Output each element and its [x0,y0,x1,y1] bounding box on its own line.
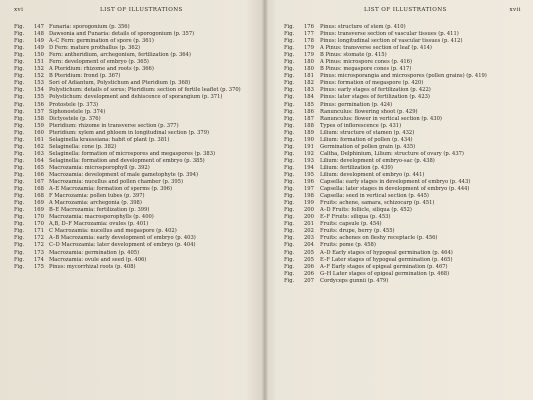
figure-caption: D Fern: mature prothallus (p. 362) [49,45,141,52]
figure-number: 153 [34,80,44,87]
list-item [14,59,256,66]
figure-caption: Pinus: mycorrhizal roots (p. 408) [49,263,136,270]
list-item [284,144,522,151]
fig-label: Fig. [284,228,295,235]
figure-number: 157 [34,108,44,115]
figure-number: 203 [304,235,314,242]
running-head: LIST OF ILLUSTRATIONS [364,7,447,13]
figure-caption: Siphonostele (p. 374) [49,108,106,115]
fig-label: Fig. [14,157,25,164]
figure-caption: Macrozamia: ovule and seed (p. 406) [49,256,147,263]
figure-caption: Macrozamia: germination (p. 405) [49,249,140,256]
figure-caption: B–E Macrozamia: fertilization (p. 399) [49,207,150,214]
figure-caption: Caltha, Delphinium, Lilium: structure of ovary (p. 437) [320,150,464,157]
figure-number: 196 [304,179,314,186]
figure-caption: Cordyceps gunnii (p. 479) [320,277,389,284]
figure-number: 147 [34,24,44,30]
list-item [284,59,522,66]
fig-label: Fig. [284,24,295,30]
figure-number: 152 [34,66,44,73]
figure-number: 176 [304,24,314,30]
list-item [14,242,256,249]
figure-number: 175 [34,263,44,270]
fig-label: Fig. [284,108,295,115]
fig-label: Fig. [284,45,295,52]
list-item [14,207,256,214]
list-item [284,130,522,137]
page-number: xvi [14,7,24,13]
figure-number: 148 [34,31,44,38]
figure-number: 172 [34,235,44,242]
figure-caption: A–D Early stages of hypogeal germination (p. 464) [320,249,453,256]
list-item [284,228,522,235]
figure-caption: Ranunculus: flower in vertical section (p. 430) [320,115,442,122]
figure-caption: Pteridium: rhizome in transverse section (p. 377) [49,122,179,129]
figure-caption: Pinus: structure of stem (p. 410) [320,24,406,30]
figure-number: 149 [34,38,44,45]
list-item [14,31,256,38]
figure-caption: G–H Later stages of epigeal germination (p. 468) [320,270,450,277]
figure-caption: Pinus: microsporangia and microspores (pollen grains) (p. 419) [320,73,487,80]
list-item [284,179,522,186]
fig-label: Fig. [14,122,25,129]
figure-number: 168 [34,193,44,200]
fig-label: Fig. [14,214,25,221]
figure-number: 207 [304,277,314,284]
figure-number: 160 [34,129,44,136]
fig-label: Fig. [284,157,295,164]
figure-caption: Fruits: pome (p. 458) [320,242,376,249]
fig-label: Fig. [284,263,295,270]
figure-caption: Sori of Adiantum, Polystichum and Pteridium (p. 368) [49,80,191,87]
list-item [14,186,256,193]
fig-label: Fig. [14,228,25,235]
list-item [284,271,522,278]
list-item [14,52,256,59]
list-item [14,87,256,94]
fig-label: Fig. [284,277,295,284]
list-item [14,144,256,151]
figure-caption: A Macrozamia: archegonia (p. 398) [49,200,142,207]
figure-caption: Ranunculus: flowering shoot (p. 429) [320,108,418,115]
figure-caption: Fruits: capsule (p. 454) [320,221,382,228]
figure-number: 190 [304,136,314,143]
figure-caption: Lilium: formation of pollen (p. 434) [320,136,413,143]
figure-number: 169 [34,207,44,214]
fig-label: Fig. [284,270,295,277]
figure-number: 180 [304,59,314,66]
fig-label: Fig. [284,249,295,256]
fig-label: Fig. [284,87,295,94]
list-item [14,228,256,235]
figure-number: 197 [304,186,314,193]
figure-caption: Germination of pollen grain (p. 435) [320,143,416,150]
list-item [284,221,522,228]
figure-number: 171 [34,228,44,235]
fig-label: Fig. [14,150,25,157]
fig-label: Fig. [284,31,295,38]
figure-number: 204 [304,242,314,249]
list-item [14,264,256,271]
figure-number: 161 [34,136,44,143]
fig-label: Fig. [14,143,25,150]
fig-label: Fig. [14,193,25,200]
fig-label: Fig. [14,101,25,108]
figure-number: 195 [304,171,314,178]
list-item [284,278,522,285]
list-item [14,172,256,179]
figure-caption: Lilium: development of embryo-sac (p. 438) [320,157,435,164]
fig-label: Fig. [284,52,295,59]
list-item [14,45,256,52]
figure-number: 152 [34,73,44,80]
figure-number: 183 [304,87,314,94]
list-item [284,158,522,165]
figure-number: 173 [34,249,44,256]
figure-caption: A Pteridium: rhizome and roots (p. 366) [49,66,154,73]
figure-caption: A–F Early stages of epigeal germination (p. 467) [320,263,448,270]
figure-caption: Fruits: drupe, berry (p. 455) [320,228,395,235]
list-item [284,45,522,52]
figure-number: 158 [34,115,44,122]
figure-number: 185 [304,101,314,108]
figure-number: 170 [34,214,44,221]
figure-caption: Pinus: germination (p. 424) [320,101,393,108]
fig-label: Fig. [14,171,25,178]
figure-number: 182 [304,80,314,87]
figure-caption: B Pteridium: frond (p. 367) [49,73,121,80]
fig-label: Fig. [14,31,25,38]
figure-number: 168 [34,186,44,193]
figure-caption: C–D Macrozamia: later development of embryo (p. 404) [49,242,196,249]
figure-number: 193 [304,157,314,164]
list-item [14,158,256,165]
figure-caption: Selaginella kraussiana: habit of plant (p. 381) [49,136,170,143]
figure-number: 172 [34,242,44,249]
list-item [14,200,256,207]
figure-caption: Pinus: formation of megaspore (p. 420) [320,80,424,87]
figure-number: 188 [304,122,314,129]
figure-number: 186 [304,108,314,115]
figure-caption: Pinus: early stages of fertilization (p. 422) [320,87,431,94]
list-item [284,73,522,80]
fig-label: Fig. [284,80,295,87]
fig-label: Fig. [14,52,25,59]
figure-caption: Capsella: seed in vertical section (p. 445) [320,193,429,200]
figure-caption: Funaria: sporogonium (p. 356) [49,24,130,30]
list-item [14,165,256,172]
fig-label: Fig. [284,73,295,80]
fig-label: Fig. [284,122,295,129]
figure-caption: A Pinus: microspore cones (p. 416) [320,59,412,66]
fig-label: Fig. [284,235,295,242]
fig-label: Fig. [284,38,295,45]
fig-label: Fig. [14,207,25,214]
figure-number: 169 [34,200,44,207]
list-item [284,264,522,271]
figure-caption: A–E Macrozamia: formation of sperms (p. 396) [49,186,172,193]
fig-label: Fig. [14,94,25,101]
list-item [14,235,256,242]
fig-label: Fig. [284,207,295,214]
figure-number: 166 [34,171,44,178]
figure-caption: Selaginella: formation of microspores and megaspores (p. 383) [49,150,216,157]
figure-caption: Selaginella: cone (p. 382) [49,143,117,150]
fig-label: Fig. [284,256,295,263]
list-item [284,165,522,172]
list-item [14,179,256,186]
fig-label: Fig. [284,193,295,200]
fig-label: Fig. [284,214,295,221]
figure-number: 179 [304,52,314,59]
fig-label: Fig. [284,221,295,228]
list-item [14,123,256,130]
figure-caption: A–B Macrozamia: early development of embryo (p. 403) [49,235,196,242]
fig-label: Fig. [14,129,25,136]
figure-number: 170 [34,221,44,228]
list-item [284,80,522,87]
figure-caption: Macrozamia: nucellus and pollen chamber (p. 395) [49,179,184,186]
figure-caption: Capsella: early stages in development of embryo (p. 443) [320,179,471,186]
list-item [284,66,522,73]
fig-label: Fig. [284,115,295,122]
fig-label: Fig. [284,66,295,73]
figure-number: 200 [304,207,314,214]
figure-caption: Macrozamia: development of male gametophyte (p. 394) [49,171,199,178]
list-item [284,137,522,144]
fig-label: Fig. [14,263,25,270]
fig-label: Fig. [14,164,25,171]
list-item [14,221,256,228]
list-item [284,94,522,101]
fig-label: Fig. [284,59,295,66]
figure-caption: Pteridium: xylem and phloem in longitudinal section (p. 379) [49,129,210,136]
fig-label: Fig. [284,242,295,249]
fig-label: Fig. [284,129,295,136]
list-item [284,123,522,130]
list-item [284,109,522,116]
figure-number: 206 [304,263,314,270]
fig-label: Fig. [14,242,25,249]
figure-number: 167 [34,179,44,186]
fig-label: Fig. [14,59,25,66]
figure-number: 150 [34,52,44,59]
illustration-list [14,24,256,271]
figure-number: 162 [34,143,44,150]
fig-label: Fig. [14,115,25,122]
figure-caption: Dawsonia and Funaria: details of sporogonium (p. 357) [49,31,195,38]
fig-label: Fig. [14,200,25,207]
figure-caption: E–F Fruits: siliqua (p. 453) [320,214,391,221]
list-item [14,151,256,158]
fig-label: Fig. [14,221,25,228]
figure-caption: Selaginella: formation and development of embryo (p. 385) [49,157,205,164]
figure-caption: Types of inflorescence (p. 431) [320,122,402,129]
list-item [14,250,256,257]
fig-label: Fig. [14,179,25,186]
figure-caption: Protostele (p. 373) [49,101,99,108]
figure-caption: A,B, D–F Macrozamia: ovules (p. 401) [49,221,149,228]
figure-caption: A Pinus: transverse section of leaf (p. 414) [320,45,432,52]
list-item [284,24,522,31]
figure-number: 154 [34,87,44,94]
list-item [284,52,522,59]
figure-number: 165 [34,164,44,171]
figure-caption: Pinus: longitudinal section of vascular tissues (p. 412) [320,38,463,45]
running-head: LIST OF ILLUSTRATIONS [100,7,183,13]
figure-number: 192 [304,150,314,157]
fig-label: Fig. [284,186,295,193]
figure-caption: Fern: development of embryo (p. 365) [49,59,149,66]
figure-number: 202 [304,228,314,235]
fig-label: Fig. [14,38,25,45]
fig-label: Fig. [14,73,25,80]
fig-label: Fig. [14,87,25,94]
fig-label: Fig. [14,249,25,256]
figure-caption: Dictyostele (p. 376) [49,115,101,122]
figure-caption: C Macrozamia: nucellus and megaspore (p. 402) [49,228,177,235]
list-item [14,193,256,200]
illustration-list [284,24,522,285]
figure-caption: A–D Fruits: follicle, siliqua (p. 452) [320,207,412,214]
figure-caption: Polystichum: development and dehiscence of sporangium (p. 371) [49,94,223,101]
figure-number: 184 [304,94,314,101]
figure-caption: A–C Fern: germination of spore (p. 361) [49,38,154,45]
figure-number: 201 [304,221,314,228]
list-item [284,214,522,221]
list-item [14,102,256,109]
fig-label: Fig. [14,186,25,193]
fig-label: Fig. [284,94,295,101]
figure-caption: F Macrozamia: pollen tubes (p. 397) [49,193,145,200]
figure-caption: Macrozamia: macrosporophylls (p. 400) [49,214,154,221]
fig-label: Fig. [284,150,295,157]
list-item [284,242,522,249]
fig-label: Fig. [284,171,295,178]
list-item [14,137,256,144]
list-item [284,87,522,94]
figure-number: 199 [304,200,314,207]
figure-number: 177 [304,31,314,38]
figure-number: 178 [304,38,314,45]
list-item [14,24,256,31]
list-item [284,186,522,193]
figure-number: 206 [304,270,314,277]
list-item [284,151,522,158]
figure-caption: Pinus: later stages of fertilization (p. 423) [320,94,430,101]
fig-label: Fig. [14,108,25,115]
figure-number: 187 [304,115,314,122]
fig-label: Fig. [14,256,25,263]
figure-number: 180 [304,66,314,73]
fig-label: Fig. [14,24,25,30]
list-item [284,38,522,45]
figure-caption: Macrozamia: microsporophyll (p. 392) [49,164,150,171]
figure-number: 205 [304,249,314,256]
list-item [284,172,522,179]
list-item [14,116,256,123]
list-item [14,257,256,264]
figure-caption: Pinus: transverse section of vascular tissues (p. 411) [320,31,459,38]
fig-label: Fig. [14,66,25,73]
figure-number: 200 [304,214,314,221]
right-page [268,0,533,400]
fig-label: Fig. [284,200,295,207]
figure-number: 181 [304,73,314,80]
list-item [14,94,256,101]
figure-number: 179 [304,45,314,52]
list-item [284,116,522,123]
fig-label: Fig. [284,164,295,171]
figure-caption: Fruits: achene, samara, schizocarp (p. 451) [320,200,435,207]
left-page [0,0,262,400]
fig-label: Fig. [14,80,25,87]
fig-label: Fig. [14,136,25,143]
figure-number: 174 [34,256,44,263]
figure-number: 205 [304,256,314,263]
list-item [284,31,522,38]
list-item [284,207,522,214]
figure-number: 164 [34,157,44,164]
figure-number: 198 [304,193,314,200]
figure-number: 159 [34,122,44,129]
list-item [284,200,522,207]
figure-number: 156 [34,101,44,108]
figure-caption: E–F Later stages of hypogeal germination (p. 465) [320,256,453,263]
list-item [14,80,256,87]
list-item [14,73,256,80]
figure-caption: Fruits: achenes on fleshy receptacle (p. 456) [320,235,438,242]
figure-caption: Polystichum: details of sorus; Pteridium: section of fertile leaflet (p. 370) [49,87,241,94]
list-item [284,257,522,264]
list-item [14,38,256,45]
figure-caption: Capsella: later stages in development of embryo (p. 444) [320,186,470,193]
fig-label: Fig. [284,143,295,150]
figure-number: 149 [34,45,44,52]
list-item [284,250,522,257]
fig-label: Fig. [284,136,295,143]
figure-caption: B Pinus: megaspore cones (p. 417) [320,66,412,73]
figure-caption: B Pinus: stomate (p. 415) [320,52,387,59]
fig-label: Fig. [284,179,295,186]
figure-number: 189 [304,129,314,136]
list-item [14,214,256,221]
list-item [14,109,256,116]
fig-label: Fig. [14,45,25,52]
figure-number: 191 [304,143,314,150]
figure-caption: Lilium: development of embryo (p. 441) [320,171,425,178]
list-item [284,193,522,200]
figure-number: 151 [34,59,44,66]
list-item [14,66,256,73]
figure-number: 155 [34,94,44,101]
fig-label: Fig. [284,101,295,108]
list-item [284,102,522,109]
fig-label: Fig. [14,235,25,242]
page-number: xvii [509,7,521,13]
figure-number: 194 [304,164,314,171]
figure-number: 163 [34,150,44,157]
list-item [14,130,256,137]
figure-caption: Lilium: structure of stamen (p. 432) [320,129,415,136]
figure-caption: Lilium: fertilization (p. 439) [320,164,393,171]
list-item [284,235,522,242]
figure-caption: Fern: antheridium, archegonium, fertilization (p. 364) [49,52,191,59]
